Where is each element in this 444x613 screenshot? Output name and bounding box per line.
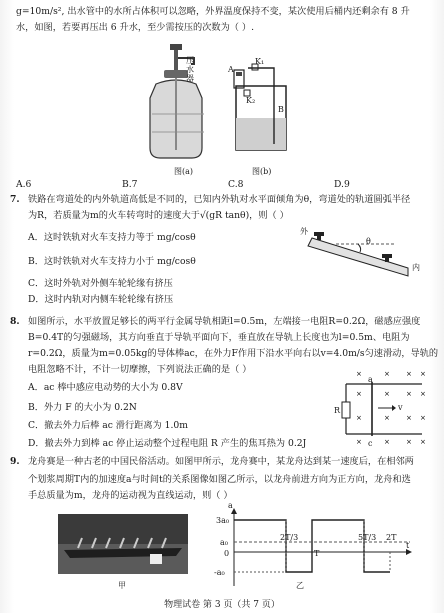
q7-line2: 为R，若质量为m的火车转弯时的速度大于√(gR tanθ)，则（ ） [28,210,289,221]
q8-fig-label-a: a [368,375,373,384]
q6-fig-b-caption: 图(b) [252,167,272,176]
q6-figure-a [140,44,230,164]
q6-option-a[interactable]: A.6 [16,179,32,190]
q7-fig-label-theta: θ [366,237,371,246]
q9-graph-xtick-2t: 2T [386,533,397,542]
q8-option-b[interactable]: B．外力 F 的大小为 0.2N [28,402,137,413]
magnetic-field-cross-icon: × [420,390,426,398]
q9-graph-xtick-5t3: 5T/3 [358,533,377,542]
q6-figure-b [226,58,296,158]
q9-graph-ytick-3a0: 3a₀ [216,516,230,525]
q6-fig-b-label-b: B [278,105,284,114]
q9-graph-ytick-neg-a0: -a₀ [214,568,225,577]
q6-option-d[interactable]: D.9 [334,179,350,190]
q9-graph-ytick-0: 0 [224,549,230,558]
q8-line3: r=0.2Ω，质量为m=0.05kg的导体棒ac，在外力F作用下沿水平向右以v=4.0m/s匀速滑动，导轨的 [28,348,439,359]
q8-number: 8. [10,316,20,327]
q8-option-d[interactable]: D．撤去外力到棒 ac 停止运动整个过程电阻 R 产生的焦耳热为 0.2J [28,438,307,449]
page-footer: 物理试卷 第 3 页（共 7 页） [164,600,280,610]
q7-option-d[interactable]: D．这时内轨对内侧车轮轮缘有挤压 [28,294,174,305]
q6-fig-b-label-k2: K₂ [246,96,256,105]
magnetic-field-cross-icon: × [384,370,390,378]
magnetic-field-cross-icon: × [420,438,426,446]
q9-graph-y-axis-label: a [228,501,233,510]
magnetic-field-cross-icon: × [356,370,362,378]
q6-line2: 水，如图，若要再压出 6 升水，至少需按压的次数为（ ）. [16,22,255,33]
q7-fig-label-outer: 外 [300,227,308,236]
magnetic-field-cross-icon: × [406,438,412,446]
q8-line1: 如图所示，水平放置足够长的两平行金属导轨相距l=0.5m，左端接一电阻R=0.2Ω，磁感应强度 [28,316,421,327]
q6-fig-b-label-k1: K₁ [255,57,265,66]
q8-fig-label-r: R [334,406,341,415]
magnetic-field-cross-icon: × [356,414,362,422]
q7-line1: 铁路在弯道处的内外轨道高低是不同的，已知内外轨对水平面倾角为θ，弯道处的轨道圆弧半径 [28,194,411,205]
q8-line2: B=0.4T的匀强磁场，其方向垂直于导轨平面向下，垂直放在导轨上长度也为l=0.5m、电阻为 [28,332,410,343]
q9-figure-jia-photo [58,514,188,574]
magnetic-field-cross-icon: × [406,414,412,422]
q9-number: 9. [10,456,20,467]
q9-graph-xtick-t: T [314,549,320,558]
magnetic-field-cross-icon: × [420,414,426,422]
q9-graph-x-axis-label: t [406,541,410,550]
q9-fig-caption-jia: 甲 [118,581,126,590]
q7-fig-label-inner: 内 [412,263,420,272]
q6-line1: g=10m/s², 出水管中的水所占体积可以忽略，外界温度保持不变，某次使用后桶内还剩余有 8 升 [16,6,410,17]
q6-option-c[interactable]: C.8 [228,179,244,190]
q9-line2: 个划浆周期T内的加速度a与时间t的关系图像如图乙所示，以龙舟前进方向为正方向，龙舟和选 [28,474,411,485]
q6-fig-a-caption: 图(a) [174,167,194,176]
q9-line3: 手总质量为m，龙舟的运动视为直线运动，则（ ） [28,490,233,501]
magnetic-field-cross-icon: × [420,370,426,378]
q8-fig-label-c: c [368,439,373,448]
magnetic-field-cross-icon: × [384,390,390,398]
q7-option-c[interactable]: C．这时外轨对外侧车轮轮缘有挤压 [28,278,173,289]
q9-graph-ytick-a0: a₀ [220,538,228,547]
q9-fig-caption-yi: 乙 [296,581,304,590]
q6-fig-b-label-a: A [228,65,234,74]
q8-fig-label-v: v [398,403,403,412]
magnetic-field-cross-icon: × [384,438,390,446]
q8-option-a[interactable]: A．ac 棒中感应电动势的大小为 0.8V [28,382,183,393]
magnetic-field-cross-icon: × [406,390,412,398]
magnetic-field-cross-icon: × [384,414,390,422]
q7-option-a[interactable]: A．这时铁轨对火车支持力等于 mg/cosθ [28,232,196,243]
q7-figure [296,224,426,280]
q9-graph-xtick-2t3: 2T/3 [280,533,299,542]
q7-option-b[interactable]: B．这时铁轨对火车支持力小于 mg/cosθ [28,256,196,267]
magnetic-field-cross-icon: × [356,390,362,398]
q8-option-c[interactable]: C．撤去外力后棒 ac 滑行距离为 1.0m [28,420,188,431]
magnetic-field-cross-icon: × [406,370,412,378]
q9-line1: 龙舟赛是一种古老的中国民俗活动。如图甲所示，龙舟赛中，某龙舟达到某一速度后，在相邻两 [28,456,414,467]
q8-figure [326,372,424,452]
q6-fig-a-label: 压水器 [186,56,194,83]
q6-option-b[interactable]: B.7 [122,179,138,190]
q7-number: 7. [10,194,20,205]
magnetic-field-cross-icon: × [356,438,362,446]
q8-line4: 电阻忽略不计，不计一切摩擦，下列说法正确的是（ ） [28,364,252,375]
